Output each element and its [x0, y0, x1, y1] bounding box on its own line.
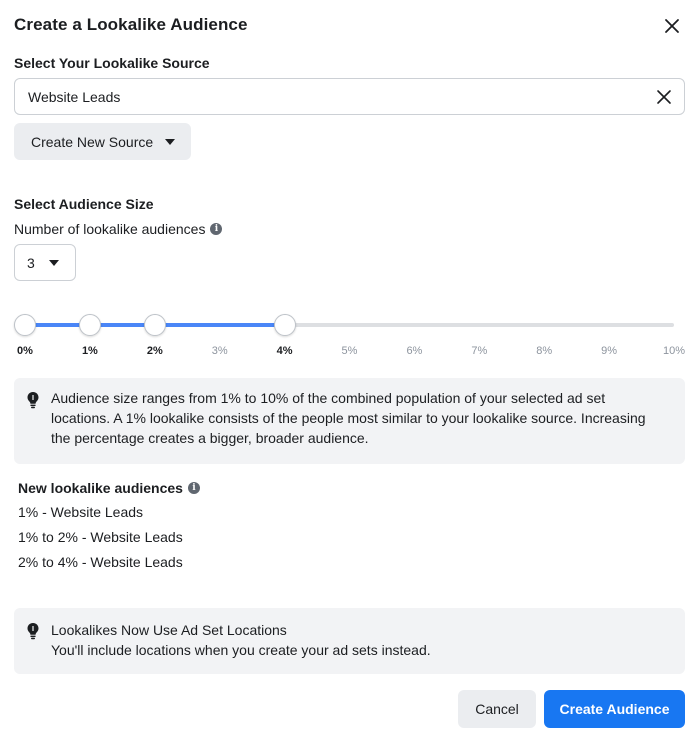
- audience-size-info-box: [14, 378, 685, 464]
- slider-tick-label: 3%: [211, 345, 228, 357]
- new-audiences-heading-row: [18, 480, 200, 496]
- audience-count-label-row: [14, 221, 222, 237]
- info-line: the percentage creates a bigger, broader audience.: [51, 430, 369, 446]
- slider-tick-label: 10%: [662, 345, 686, 357]
- slider-handle[interactable]: [274, 314, 296, 336]
- slider-tick-label: 1%: [81, 345, 98, 357]
- cancel-button[interactable]: Cancel: [458, 690, 536, 728]
- slider-tick-label: 6%: [406, 345, 423, 357]
- caret-down-icon: [49, 260, 59, 266]
- audience-size-label: Select Audience Size: [14, 196, 154, 212]
- list-item: 2% to 4% - Website Leads: [18, 554, 183, 570]
- slider-tick-label: 8%: [536, 345, 553, 357]
- audience-size-info-text: [51, 388, 646, 448]
- locations-notice-text: [51, 620, 431, 660]
- slider-handle[interactable]: [79, 314, 101, 336]
- lookalike-source-input[interactable]: [14, 78, 685, 115]
- info-icon[interactable]: i: [210, 223, 222, 235]
- close-icon: [654, 87, 674, 107]
- caret-down-icon: [165, 139, 175, 145]
- slider-tick-label: 2%: [146, 345, 163, 357]
- source-section-label: Select Your Lookalike Source: [14, 55, 210, 71]
- dialog-title: Create a Lookalike Audience: [14, 15, 248, 34]
- info-icon[interactable]: i: [188, 482, 200, 494]
- create-new-source-label: Create New Source: [31, 133, 154, 150]
- slider-tick-label: 9%: [601, 345, 618, 357]
- list-item: 1% to 2% - Website Leads: [18, 529, 183, 545]
- slider-tick-label: 7%: [471, 345, 488, 357]
- close-button[interactable]: [661, 15, 683, 37]
- lightbulb-icon: [25, 391, 41, 409]
- locations-notice-title: Lookalikes Now Use Ad Set Locations: [51, 622, 287, 638]
- source-input-value: Website Leads: [28, 88, 121, 105]
- slider-handle[interactable]: [144, 314, 166, 336]
- locations-notice-body: You'll include locations when you create your ad sets instead.: [51, 642, 431, 658]
- lightbulb-icon: [25, 622, 41, 640]
- audience-count-select[interactable]: [14, 244, 76, 281]
- info-line: locations. A 1% lookalike consists of the people most similar to your lookalike source. Increasing: [51, 410, 646, 426]
- locations-notice-box: [14, 608, 685, 674]
- create-new-source-button[interactable]: [14, 123, 191, 160]
- new-audiences-heading: New lookalike audiences: [18, 480, 183, 496]
- slider-tick-label: 5%: [341, 345, 358, 357]
- audience-count-value: 3: [27, 254, 35, 271]
- create-audience-button[interactable]: Create Audience: [544, 690, 685, 728]
- list-item: 1% - Website Leads: [18, 504, 144, 520]
- audience-count-label: Number of lookalike audiences: [14, 221, 206, 237]
- info-line: Audience size ranges from 1% to 10% of the combined population of your selected ad set: [51, 390, 606, 406]
- slider-tick-label: 0%: [17, 345, 33, 357]
- slider-handle[interactable]: [14, 314, 36, 336]
- clear-source-button[interactable]: [654, 87, 674, 107]
- close-icon: [661, 15, 683, 37]
- slider-tick-label: 4%: [276, 345, 293, 357]
